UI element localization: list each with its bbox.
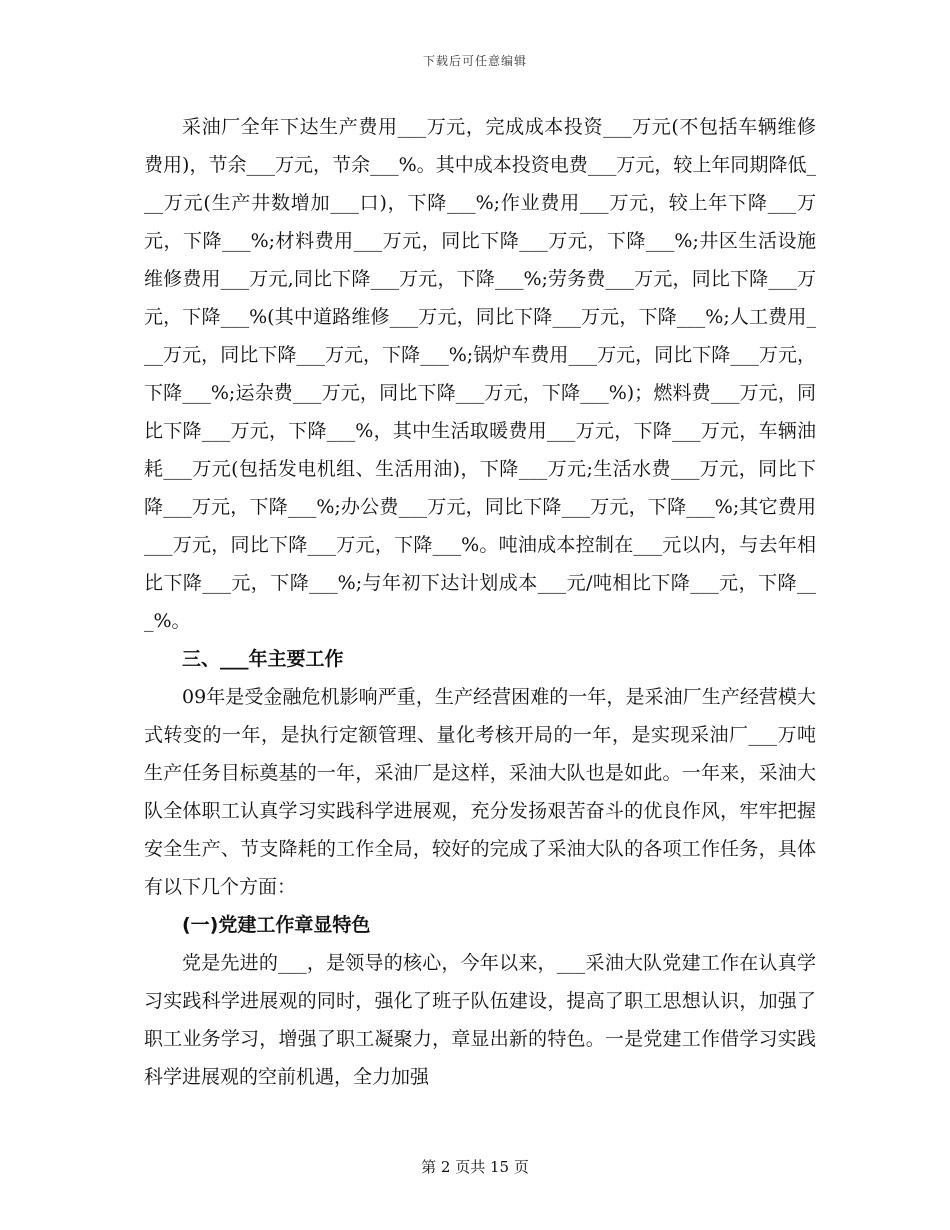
page-number: 第 2 页共 15 页 [421, 1158, 529, 1176]
paragraph-cost-summary: 采油厂全年下达生产费用___万元，完成成本投资___万元(不包括车辆维修费用)，节余___万元，节余___%。其中成本投资电费___万元，较上年同期降低___万元(生产井数增加___口)，下降___%;作业费用___万元，较上年下降___万元，下降___%;材料费用___万元，同比下降___万元，下降___%;井区生活设施维修费用___万元,同比下降___万元，下降___%;劳务费___万元，同比下降___万元，下降___%(其中道路维修___万元，同比下降___万元，下降___%;人工费用___万元，同比下降___万元，下降___%;锅炉车费用___万元，同比下降___万元，下降___%;运杂费___万元，同比下降___万元，下降___%)；燃料费___万元，同比下降___万元，下降___%，其中生活取暖费用___万元，下降___万元，车辆油耗___万元(包括发电机组、生活用油)，下降___万元;生活水费___万元，同比下降___万元，下降___%;办公费___万元，同比下降___万元，下降___%;其它费用___万元，同比下降___万元，下降___%。吨油成本控制在___元以内，与去年相比下降___元，下降___%;与年初下达计划成本___元/吨相比下降___元，下降___%。 [144, 116, 816, 632]
document-body [144, 108, 816, 1096]
paragraph-year-overview: 09年是受金融危机影响严重，生产经营困难的一年，是采油厂生产经营模大式转变的一年，是执行定额管理、量化考核开局的一年，是实现采油厂___万吨生产任务目标奠基的一年，采油厂是这样，采油大队也是如此。一年来，采油大队全体职工认真学习实践科学进展观，充分发扬艰苦奋斗的优良作风，牢牢把握安全生产、节支降耗的工作全局，较好的完成了采油大队的各项工作任务，具体有以下几个方面： [144, 686, 816, 898]
subsection-heading-party-building: (一)党建工作章显特色 [182, 914, 371, 936]
section-heading-main-work: 三、___年主要工作 [182, 648, 344, 670]
page-header: 下载后可任意编辑 [422, 54, 527, 68]
paragraph-party-building: 党是先进的___，是领导的核心，今年以来，___采油大队党建工作在认真学习实践科学进展观的同时，强化了班子队伍建设，提高了职工思想认识，加强了职工业务学习，增强了职工凝聚力，章显出新的特色。一是党建工作借学习实践科学进展观的空前机遇，全力加强 [144, 952, 816, 1088]
